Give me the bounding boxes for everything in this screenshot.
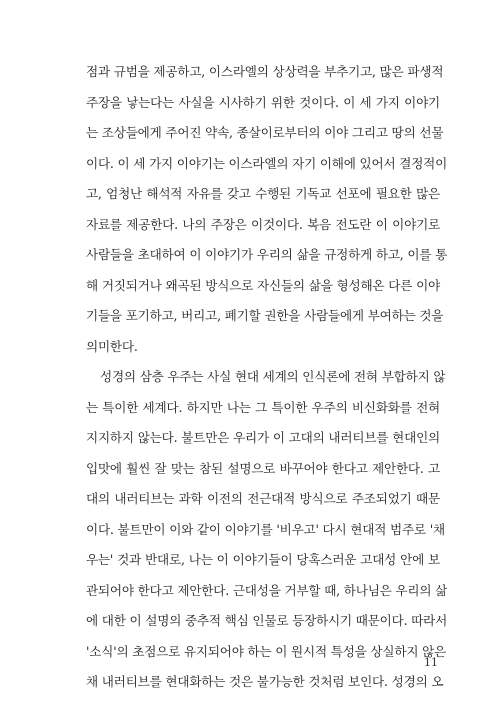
page-number: 11 xyxy=(424,656,438,669)
text-line: 이다. 불트만이 이와 같이 이야기를 '비우고' 다시 현대적 범주로 '채 xyxy=(86,521,445,537)
body-text xyxy=(86,57,448,698)
text-line: 관되어야 한다고 제안한다. 근대성을 거부할 때, 하나님은 우리의 삶 xyxy=(86,582,448,598)
text-line: 자료를 제공한다. 나의 주장은 이것이다. 복음 전도란 이 이야기로 xyxy=(86,216,440,232)
paragraph-1 xyxy=(86,57,448,362)
text-line: 대의 내러티브는 과학 이전의 전근대적 방식으로 주조되었기 때문 xyxy=(86,491,440,506)
text-line: 성경의 삼층 우주는 사실 현대 세계의 인식론에 전혀 부합하지 않 xyxy=(100,369,446,384)
text-line: 우는' 것과 반대로, 나는 이 이야기들이 당혹스러운 고대성 안에 보 xyxy=(86,552,440,567)
text-line: 해 거짓되거나 왜곡된 방식으로 자신들의 삶을 형성해온 다른 이야 xyxy=(86,277,440,293)
text-line: 점과 규범을 제공하고, 이스라엘의 상상력을 부추기고, 많은 파생적 xyxy=(86,64,444,79)
text-line: 이다. 이 세 가지 이야기는 이스라엘의 자기 이해에 있어서 결정적이 xyxy=(86,155,448,171)
text-line: 기들을 포기하고, 버리고, 폐기할 권한을 사람들에게 부여하는 것을 xyxy=(86,308,444,323)
text-line: 는 조상들에게 주어진 약속, 종살이로부터의 이야 그리고 땅의 선물 xyxy=(86,125,444,140)
paragraph-2 xyxy=(86,362,448,698)
text-line: 에 대한 이 설명의 중추적 핵심 인물로 등장하시기 때문이다. 따라서 xyxy=(86,613,448,628)
text-line: 의미한다. xyxy=(86,338,138,354)
text-line: 사람들을 초대하여 이 이야기가 우리의 삶을 규정하게 하고, 이를 통 xyxy=(86,247,448,262)
text-line: 채 내러티브를 현대화하는 것은 불가능한 것처럼 보인다. 성경의 오 xyxy=(86,674,444,689)
text-line: 지지하지 않는다. 불트만은 우리가 이 고대의 내러티브를 현대인의 xyxy=(86,430,440,445)
text-line: '소식'의 초점으로 유지되어야 하는 이 원시적 특성을 상실하지 않은 xyxy=(86,643,447,659)
text-line: 입맛에 훨씬 잘 맞는 참된 설명으로 바꾸어야 한다고 제안한다. 고 xyxy=(86,460,440,476)
text-line: 는 특이한 세계다. 하지만 나는 그 특이한 우주의 비신화화를 전혀 xyxy=(86,399,440,415)
text-line: 고, 엄청난 해석적 자유를 갖고 수행된 기독교 선포에 필요한 많은 xyxy=(86,186,440,201)
text-line: 주장을 낳는다는 사실을 시사하기 위한 것이다. 이 세 가지 이야기 xyxy=(86,94,440,110)
